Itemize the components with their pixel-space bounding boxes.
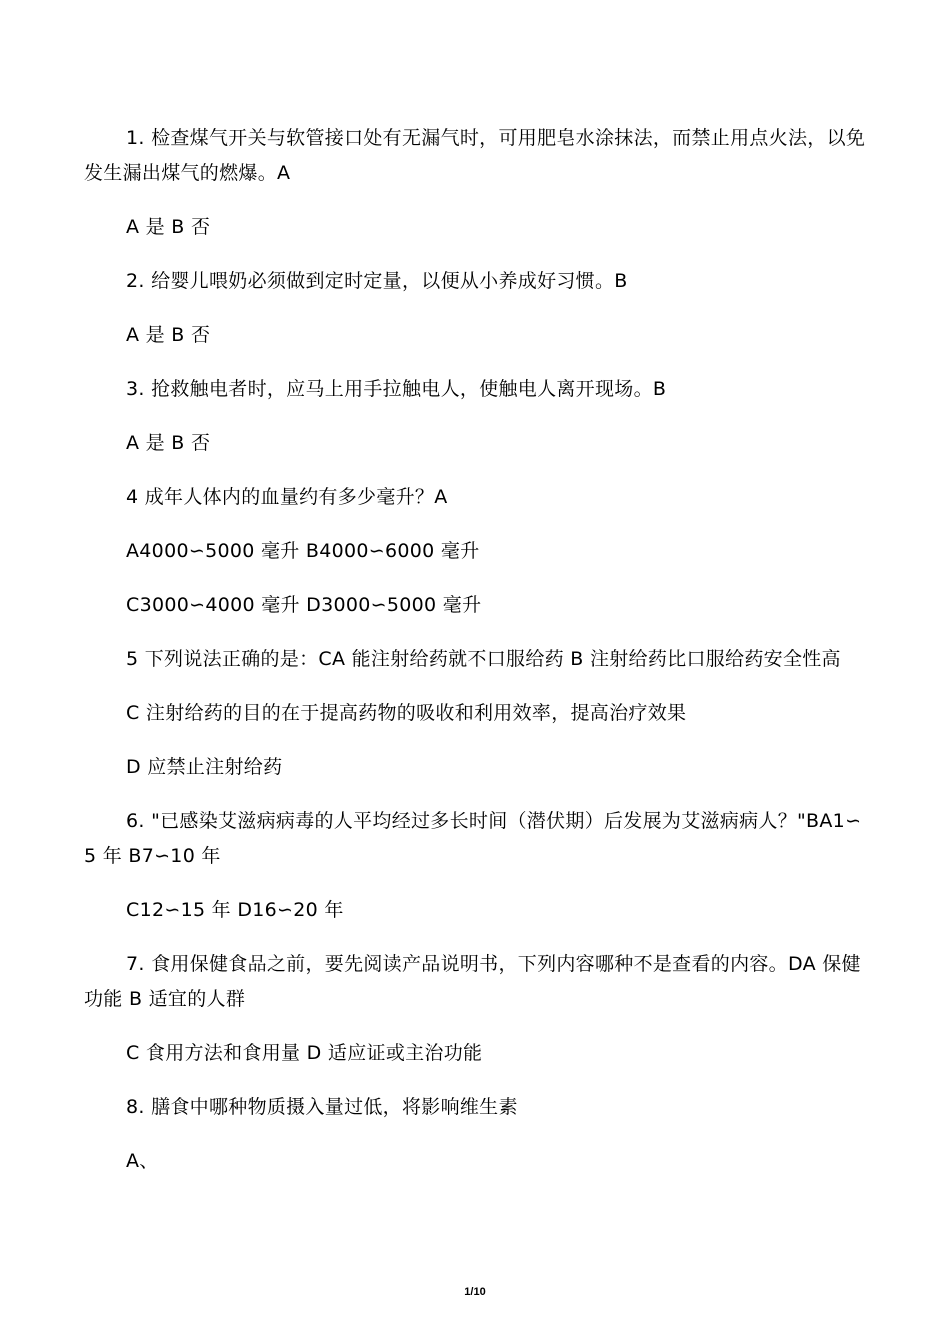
- question-1-options: A 是 B 否: [126, 216, 211, 238]
- question-3-text: 3. 抢救触电者时，应马上用手拉触电人，使触电人离开现场。B: [126, 378, 667, 400]
- question-8-text: 8. 膳食中哪种物质摄入量过低，将影响维生素: [126, 1096, 518, 1118]
- question-5-option-d: D 应禁止注射给药: [126, 756, 283, 778]
- question-2-options: A 是 B 否: [126, 324, 211, 346]
- question-4-options-cd: C3000∽4000 毫升 D3000∽5000 毫升: [126, 594, 482, 616]
- question-4-options-ab: A4000∽5000 毫升 B4000∽6000 毫升: [126, 540, 480, 562]
- question-6-text: 6. "已感染艾滋病病毒的人平均经过多长时间（潜伏期）后发展为艾滋病病人？"BA1∽5 年 B7∽10 年: [84, 810, 862, 867]
- question-7-options-cd: C 食用方法和食用量 D 适应证或主治功能: [126, 1042, 483, 1064]
- question-8-option-a: A、: [126, 1150, 159, 1172]
- question-4-text: 4 成年人体内的血量约有多少毫升？A: [126, 486, 448, 508]
- question-1-text: 1. 检查煤气开关与软管接口处有无漏气时，可用肥皂水涂抹法，而禁止用点火法，以免发生漏出煤气的燃爆。A: [84, 127, 866, 184]
- question-7-text: 7. 食用保健食品之前，要先阅读产品说明书，下列内容哪种不是查看的内容。DA 保健功能 B 适宜的人群: [84, 953, 861, 1010]
- question-2-text: 2. 给婴儿喂奶必须做到定时定量，以便从小养成好习惯。B: [126, 270, 628, 292]
- document-body: [84, 121, 868, 1198]
- question-6-options-cd: C12∽15 年 D16∽20 年: [126, 899, 344, 921]
- question-5-text: 5 下列说法正确的是：CA 能注射给药就不口服给药 B 注射给药比口服给药安全性高: [126, 648, 841, 670]
- question-3-options: A 是 B 否: [126, 432, 211, 454]
- question-5-option-c: C 注射给药的目的在于提高药物的吸收和利用效率，提高治疗效果: [126, 702, 687, 724]
- page-number: 1/10: [464, 1286, 486, 1298]
